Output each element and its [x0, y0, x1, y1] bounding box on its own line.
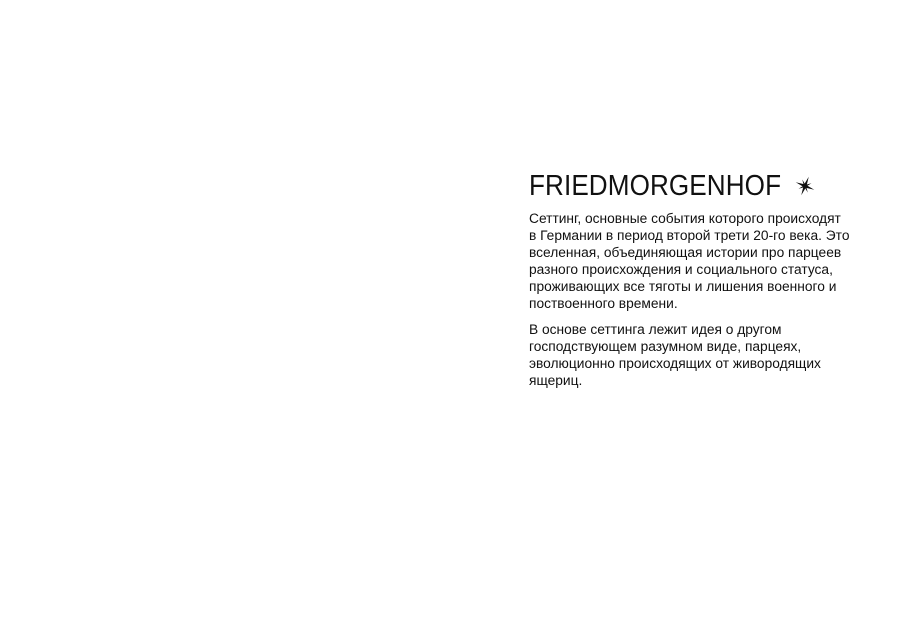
title-row	[529, 168, 879, 204]
premise-paragraph: В основе сеттинга лежит идея о другом господствующем разумном виде, парцеях, эволюционно происходящих от живородящих ящериц.	[529, 322, 821, 389]
description-paragraph: Сеттинг, основные события которого происходят в Германии в период второй трети 20-го века. Это вселенная, объединяющая истории про парцеев разного происхождения и социального статуса, проживающих все тяготы и лишения военного и поствоенного времени.	[529, 211, 850, 312]
text-block	[529, 168, 879, 390]
star-icon	[793, 174, 817, 198]
page-title: FRIEDMORGENHOF	[529, 170, 782, 202]
